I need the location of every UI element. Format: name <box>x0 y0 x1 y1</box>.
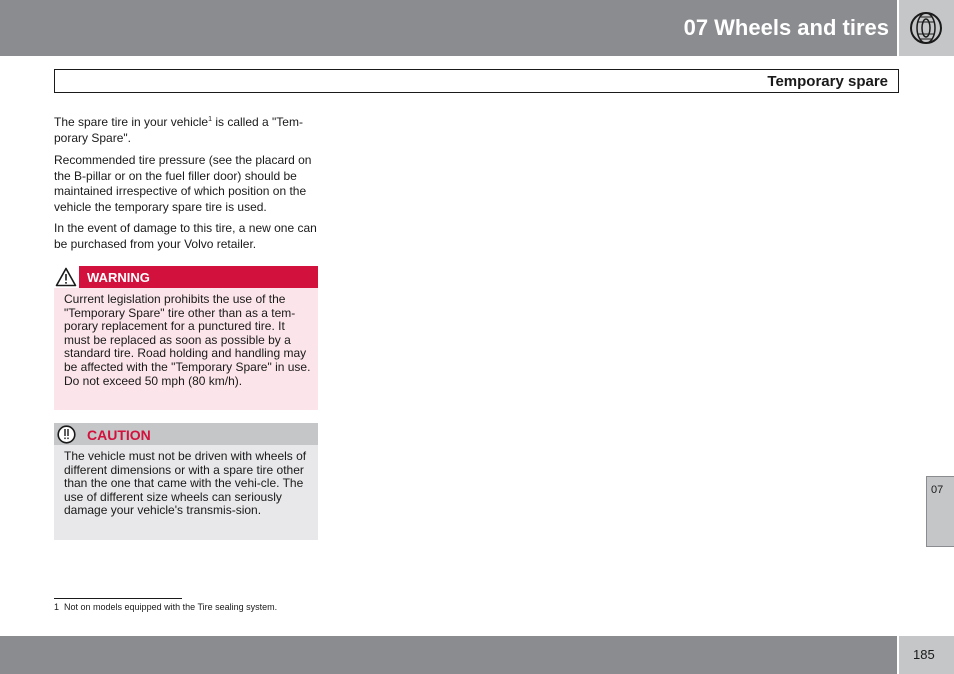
section-title: Temporary spare <box>767 73 888 90</box>
section-heading-box <box>54 69 899 93</box>
warning-icon-box <box>54 266 79 288</box>
paragraph-pressure: Recommended tire pressure (see the placard on the B-pillar or on the fuel filler door) should be maintained irrespective of which position on the vehicle the temporary spare tire is used. <box>54 153 312 214</box>
warning-label: WARNING <box>87 270 150 285</box>
caution-text: The vehicle must not be driven with wheels of different dimensions or with a spare tire other than the one that came with the vehi-cle. The use of different size wheels can seriously damage your vehicle's transmis-sion. <box>64 449 307 518</box>
footnote <box>54 602 277 612</box>
footnote-number: 1 <box>54 602 60 612</box>
footnote-divider <box>54 598 182 599</box>
footer-bar <box>0 636 897 674</box>
footnote-text: Not on models equipped with the Tire sealing system. <box>64 602 278 612</box>
caution-box <box>54 423 318 540</box>
chapter-tab[interactable] <box>926 476 954 547</box>
paragraph-intro-text-end: is called a "Tem-porary Spare". <box>54 115 303 145</box>
caution-label: CAUTION <box>87 427 151 443</box>
warning-text: Current legislation prohibits the use of the "Temporary Spare" tire other than as a tem-porary replacement for a punctured tire. It must be replaced as soon as possible by a standard tire. Road holding and handling may be affected with the "Temporary Spare" in use. Do not exceed 50 mph (80 km/h). <box>64 292 311 388</box>
page-number: 185 <box>913 647 935 662</box>
paragraph-intro-text: The spare tire in your vehicle <box>54 115 209 129</box>
paragraph-intro <box>54 115 319 146</box>
page-number-box <box>899 636 954 674</box>
footnote-ref[interactable]: 1 <box>208 116 212 123</box>
chapter-tab-label: 07 <box>931 484 944 496</box>
chapter-title: 07 Wheels and tires <box>683 15 889 40</box>
exclamation-circle-icon <box>57 425 76 444</box>
warning-header <box>54 266 318 288</box>
caution-header <box>54 423 318 445</box>
warning-box <box>54 266 318 410</box>
header-bar <box>0 0 897 56</box>
chapter-icon-box <box>899 0 954 56</box>
warning-triangle-icon <box>55 267 77 287</box>
wheel-icon <box>909 11 943 45</box>
paragraph-replacement: In the event of damage to this tire, a new one can be purchased from your Volvo retailer. <box>54 221 317 251</box>
